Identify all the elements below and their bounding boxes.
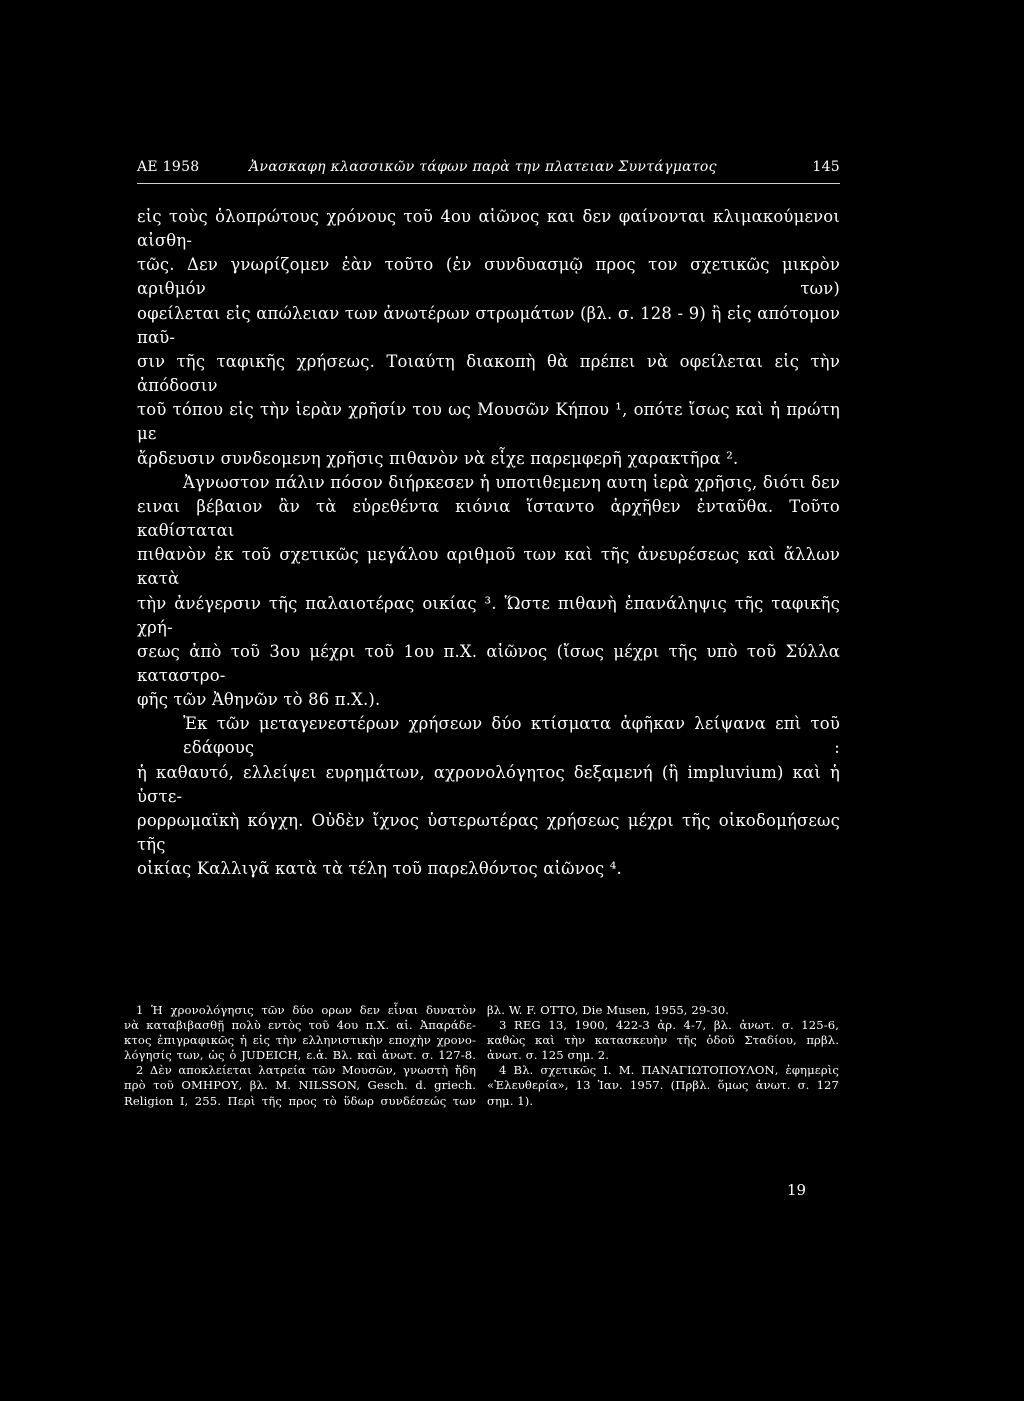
page-number: 19 — [787, 1181, 807, 1199]
text-line: τὴν ἀνέγερσιν τῆς παλαιοτέρας οικίας ³. Ὥστε πιθανὴ ἐπανάληψις τῆς ταφικῆς χρή- — [137, 593, 840, 637]
main-text — [137, 205, 840, 881]
text-line: τοῦ τόπου εἰς τὴν ἱερὰν χρῆσίν του ως Μουσῶν Κήπου ¹, οπότε ἴσως καὶ ἡ πρώτη με — [137, 400, 840, 444]
footnote-line: 1 Ἡ χρονολόγησις τῶν δύο ορων δεν εἶναι δυνατὸν — [136, 1003, 476, 1017]
text-line: ἄρδευσιν συνδεομενη χρῆσις πιθανὸν νὰ εἶχε παρεμφερῆ χαρακτῆρα ². — [137, 448, 739, 468]
text-line: οφείλεται εἰς απώλειαν των ἀνωτέρων στρωμάτων (βλ. σ. 128 - 9) ἢ εἰς απότομον παῦ- — [137, 303, 840, 347]
journal-reference: ΑΕ 1958 — [137, 159, 200, 175]
footnote-line: λόγησίς των, ὡς ὁ JUDEICH, ε.ἀ. Βλ. καὶ ἀνωτ. σ. 127-8. — [124, 1048, 476, 1063]
running-header — [137, 159, 840, 183]
footnotes-right-column — [487, 1003, 839, 1109]
footnote-line: καθὼς καὶ τὴν κατασκευὴν τῆς ὁδοῦ Σταδίου, πρβλ. — [487, 1033, 839, 1048]
text-line: οἰκίας Καλλιγᾶ κατὰ τὰ τέλη τοῦ παρελθόντος αἰῶνος ⁴. — [137, 859, 622, 879]
footnote-line: 4 Βλ. σχετικῶς Ι. Μ. ΠΑΝΑΓΙΩΤΟΠΟΥΛΟΝ, ἐφημερὶς — [499, 1063, 839, 1078]
footnote-line: βλ. W. F. OTTO, Die Musen, 1955, 29-30. — [487, 1003, 730, 1017]
text-line: Ἀγνωστον πάλιν πόσον διήρκεσεν ἡ υποτιθεμενη αυτη ἱερὰ χρῆσις, διότι δεν — [183, 472, 840, 492]
footnote-line: κτος ἐπιγραφικῶς ἡ εἰς τὴν ελληνιστικὴν εποχὴν χρονο- — [124, 1033, 476, 1048]
text-line: τῶς. Δεν γνωρίζομεν ἐὰν τοῦτο (ἐν συνδυασμῷ προς τον σχετικῶς μικρὸν αριθμόν των) — [137, 255, 840, 299]
text-line: πιθανὸν ἐκ τοῦ σχετικῶς μεγάλου αριθμοῦ των καὶ τῆς ἀνευρέσεως καὶ ἄλλων κατὰ — [137, 545, 840, 589]
header-page-number: 145 — [812, 159, 840, 175]
header-rule — [137, 183, 840, 184]
footnote-line: 2 Δὲν αποκλείεται λατρεία τῶν Μουσῶν, γνωστὴ ἤδη — [136, 1063, 476, 1078]
text-line: εἰς τοὺς ὁλοπρώτους χρόνους τοῦ 4ου αἰῶνος και δεν φαίνονται κλιμακούμενοι αἰσθη- — [137, 207, 840, 251]
footnote-line: νὰ καταβιβασθῇ πολὺ εντὸς τοῦ 4ου π.Χ. αἰ. Ἀπαράδε- — [124, 1018, 476, 1033]
footnote-line: ἀνωτ. σ. 125 σημ. 2. — [487, 1048, 610, 1063]
text-line: Ἐκ τῶν μεταγενεστέρων χρήσεων δύο κτίσματα ἀφῆκαν λείψανα επὶ τοῦ εδάφους : — [183, 714, 840, 758]
footnote-line: πρὸ τοῦ ΟΜΗΡΟΥ, βλ. M. NILSSON, Gesch. d. griech. — [124, 1078, 476, 1093]
text-line: φῆς τῶν Ἀθηνῶν τὸ 86 π.Χ.). — [137, 690, 381, 710]
footnote-line: σημ. 1). — [487, 1093, 534, 1108]
text-line: ρορρωμαϊκὴ κόγχη. Οὐδὲν ἴχνος ὑστερωτέρας χρήσεως μέχρι τῆς οἰκοδομήσεως τῆς — [137, 810, 840, 855]
running-title: Ἀνασκαφη κλασσικῶν τάφων παρὰ την πλατειαν Συντάγματος — [249, 159, 717, 175]
footnote-line: Religion I, 255. Περὶ τῆς προς τὸ ὕδωρ συνδέσεώς των — [124, 1093, 476, 1108]
text-line: σεως ἀπὸ τοῦ 3ου μέχρι τοῦ 1ου π.Χ. αἰῶνος (ἴσως μέχρι τῆς υπὸ τοῦ Σύλλα καταστρο- — [137, 641, 840, 685]
text-line: ειναι βέβαιον ἂν τὰ εὑρεθέντα κιόνια ἵσταντο ἀρχῆθεν ἐνταῦθα. Τοῦτο καθίσταται — [137, 496, 840, 541]
footnotes-left-column — [124, 1003, 476, 1109]
footnote-line: 3 REG 13, 1900, 422-3 ἀρ. 4-7, βλ. ἀνωτ. σ. 125-6, — [499, 1018, 839, 1033]
text-line: σιν τῆς ταφικῆς χρήσεως. Τοιαύτη διακοπὴ θὰ πρέπει νὰ οφείλεται εἰς τὴν ἀπόδοσιν — [137, 351, 840, 396]
footnote-line: «Ἐλευθερία», 13 Ἰαν. 1957. (Πρβλ. ὅμως ἀνωτ. σ. 127 — [487, 1078, 839, 1093]
text-line: ἡ καθαυτό, ελλείψει ευρημάτων, αχρονολόγητος δεξαμενή (ἢ impluvium) καὶ ἡ ὑστε- — [137, 762, 840, 806]
